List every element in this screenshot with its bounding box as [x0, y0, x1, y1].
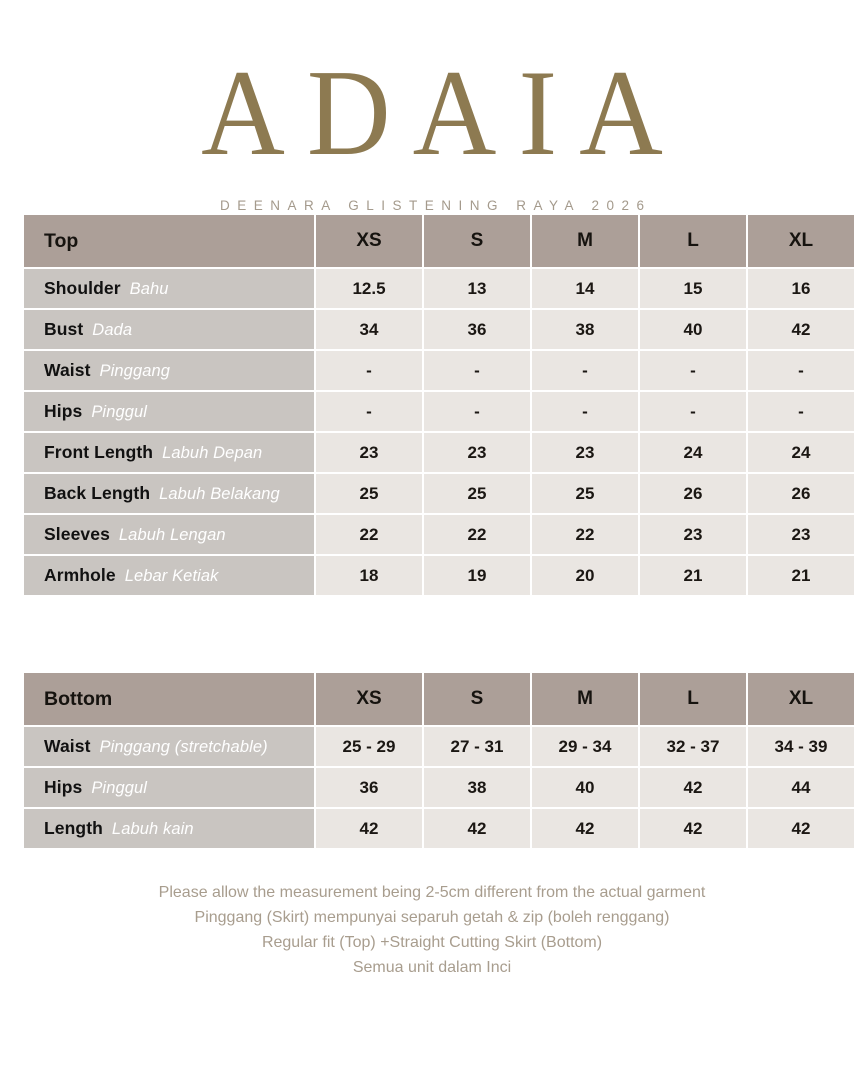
measurement-value: 34 [316, 310, 422, 349]
measurement-value: - [316, 351, 422, 390]
tables-spacer [22, 597, 842, 671]
footer-notes [0, 880, 864, 980]
measurement-name-en: Bust [44, 319, 84, 339]
measurement-value: 21 [748, 556, 854, 595]
table-row [24, 269, 854, 308]
measurement-value: 44 [748, 768, 854, 807]
measurement-value: - [532, 392, 638, 431]
size-table-top [22, 213, 856, 597]
measurement-value: 24 [748, 433, 854, 472]
table-body-top [24, 269, 854, 595]
size-table-bottom [22, 671, 856, 850]
table-header-row [24, 673, 854, 725]
table-row [24, 433, 854, 472]
measurement-name-en: Waist [44, 360, 91, 380]
measurement-value: - [748, 351, 854, 390]
measurement-value: 29 - 34 [532, 727, 638, 766]
measurement-value: 42 [748, 310, 854, 349]
size-header-xs: XS [316, 673, 422, 725]
table-row [24, 727, 854, 766]
measurement-value: 24 [640, 433, 746, 472]
note-line: Pinggang (Skirt) mempunyai separuh getah & zip (boleh renggang) [194, 909, 670, 926]
measurement-name-my: Pinggang [99, 362, 171, 380]
measurement-value: 42 [316, 809, 422, 848]
measurement-name-en: Front Length [44, 442, 154, 462]
measurement-label [24, 515, 314, 554]
size-header-m: M [532, 215, 638, 267]
note-line: Semua unit dalam Inci [352, 959, 512, 976]
measurement-value: 40 [532, 768, 638, 807]
measurement-name-my: Labuh Depan [162, 444, 263, 462]
measurement-label [24, 556, 314, 595]
measurement-name-my: Labuh Belakang [159, 485, 280, 503]
note-line: Please allow the measurement being 2-5cm different from the actual garment [158, 884, 706, 901]
measurement-value: 25 [424, 474, 530, 513]
measurement-value: 26 [748, 474, 854, 513]
size-header-xl: XL [748, 215, 854, 267]
measurement-value: 25 - 29 [316, 727, 422, 766]
measurement-value: 23 [748, 515, 854, 554]
measurement-name-en: Hips [44, 401, 83, 421]
measurement-label [24, 351, 314, 390]
table-header-row [24, 215, 854, 267]
size-header-l: L [640, 215, 746, 267]
size-header-s: S [424, 215, 530, 267]
measurement-label [24, 768, 314, 807]
measurement-value: 22 [316, 515, 422, 554]
measurement-value: 20 [532, 556, 638, 595]
measurement-name-en: Armhole [44, 565, 116, 585]
measurement-name-en: Sleeves [44, 524, 110, 544]
size-header-s: S [424, 673, 530, 725]
measurement-value: 13 [424, 269, 530, 308]
measurement-value: 16 [748, 269, 854, 308]
measurement-value: 42 [424, 809, 530, 848]
measurement-value: 21 [640, 556, 746, 595]
measurement-value: 36 [316, 768, 422, 807]
measurement-value: 42 [640, 768, 746, 807]
measurement-name-my: Labuh Lengan [118, 526, 226, 544]
measurement-label [24, 433, 314, 472]
size-header-xs: XS [316, 215, 422, 267]
measurement-value: 14 [532, 269, 638, 308]
measurement-label [24, 392, 314, 431]
measurement-value: 25 [316, 474, 422, 513]
table-head-bottom [24, 673, 854, 725]
table-head-top [24, 215, 854, 267]
measurement-value: 23 [424, 433, 530, 472]
measurement-value: 23 [640, 515, 746, 554]
measurement-value: - [424, 392, 530, 431]
size-tables-container [22, 213, 842, 850]
size-header-m: M [532, 673, 638, 725]
measurement-label [24, 727, 314, 766]
measurement-label [24, 474, 314, 513]
category-header-bottom: Bottom [24, 673, 314, 725]
measurement-name-en: Hips [44, 777, 83, 797]
table-row [24, 310, 854, 349]
table-row [24, 556, 854, 595]
measurement-value: 25 [532, 474, 638, 513]
measurement-value: 34 - 39 [748, 727, 854, 766]
measurement-value: 40 [640, 310, 746, 349]
measurement-value: 23 [316, 433, 422, 472]
measurement-value: - [532, 351, 638, 390]
table-row [24, 809, 854, 848]
measurement-value: 38 [424, 768, 530, 807]
brand-header [0, 0, 864, 213]
measurement-name-my: Dada [92, 321, 133, 339]
measurement-value: - [640, 392, 746, 431]
measurement-value: - [424, 351, 530, 390]
table-row [24, 392, 854, 431]
measurement-label [24, 809, 314, 848]
table-row [24, 515, 854, 554]
measurement-value: - [748, 392, 854, 431]
table-row [24, 474, 854, 513]
measurement-value: 26 [640, 474, 746, 513]
category-header-top: Top [24, 215, 314, 267]
table-row [24, 768, 854, 807]
measurement-value: - [316, 392, 422, 431]
measurement-name-my: Bahu [129, 280, 169, 298]
size-header-l: L [640, 673, 746, 725]
measurement-value: 12.5 [316, 269, 422, 308]
measurement-name-en: Back Length [44, 483, 151, 503]
measurement-value: 22 [532, 515, 638, 554]
measurement-name-my: Labuh kain [111, 820, 194, 838]
measurement-label [24, 269, 314, 308]
measurement-name-en: Length [44, 818, 103, 838]
measurement-name-my: Pinggang (stretchable) [99, 738, 268, 756]
measurement-value: 36 [424, 310, 530, 349]
brand-wordmark: ADAIA [201, 45, 685, 182]
measurement-value: 23 [532, 433, 638, 472]
measurement-value: 42 [640, 809, 746, 848]
table-row [24, 351, 854, 390]
measurement-value: 18 [316, 556, 422, 595]
measurement-value: 32 - 37 [640, 727, 746, 766]
measurement-name-my: Pinggul [91, 403, 148, 421]
measurement-value: 42 [532, 809, 638, 848]
measurement-name-en: Waist [44, 736, 91, 756]
measurement-value: 27 - 31 [424, 727, 530, 766]
table-body-bottom [24, 727, 854, 848]
brand-tagline: DEENARA GLISTENING RAYA 2026 [219, 198, 652, 213]
measurement-value: 19 [424, 556, 530, 595]
note-line: Regular fit (Top) +Straight Cutting Skirt (Bottom) [261, 934, 603, 951]
measurement-value: 15 [640, 269, 746, 308]
measurement-name-my: Pinggul [91, 779, 148, 797]
measurement-value: 42 [748, 809, 854, 848]
measurement-label [24, 310, 314, 349]
measurement-name-my: Lebar Ketiak [124, 567, 219, 585]
measurement-value: 22 [424, 515, 530, 554]
measurement-value: - [640, 351, 746, 390]
measurement-name-en: Shoulder [44, 278, 121, 298]
size-header-xl: XL [748, 673, 854, 725]
measurement-value: 38 [532, 310, 638, 349]
